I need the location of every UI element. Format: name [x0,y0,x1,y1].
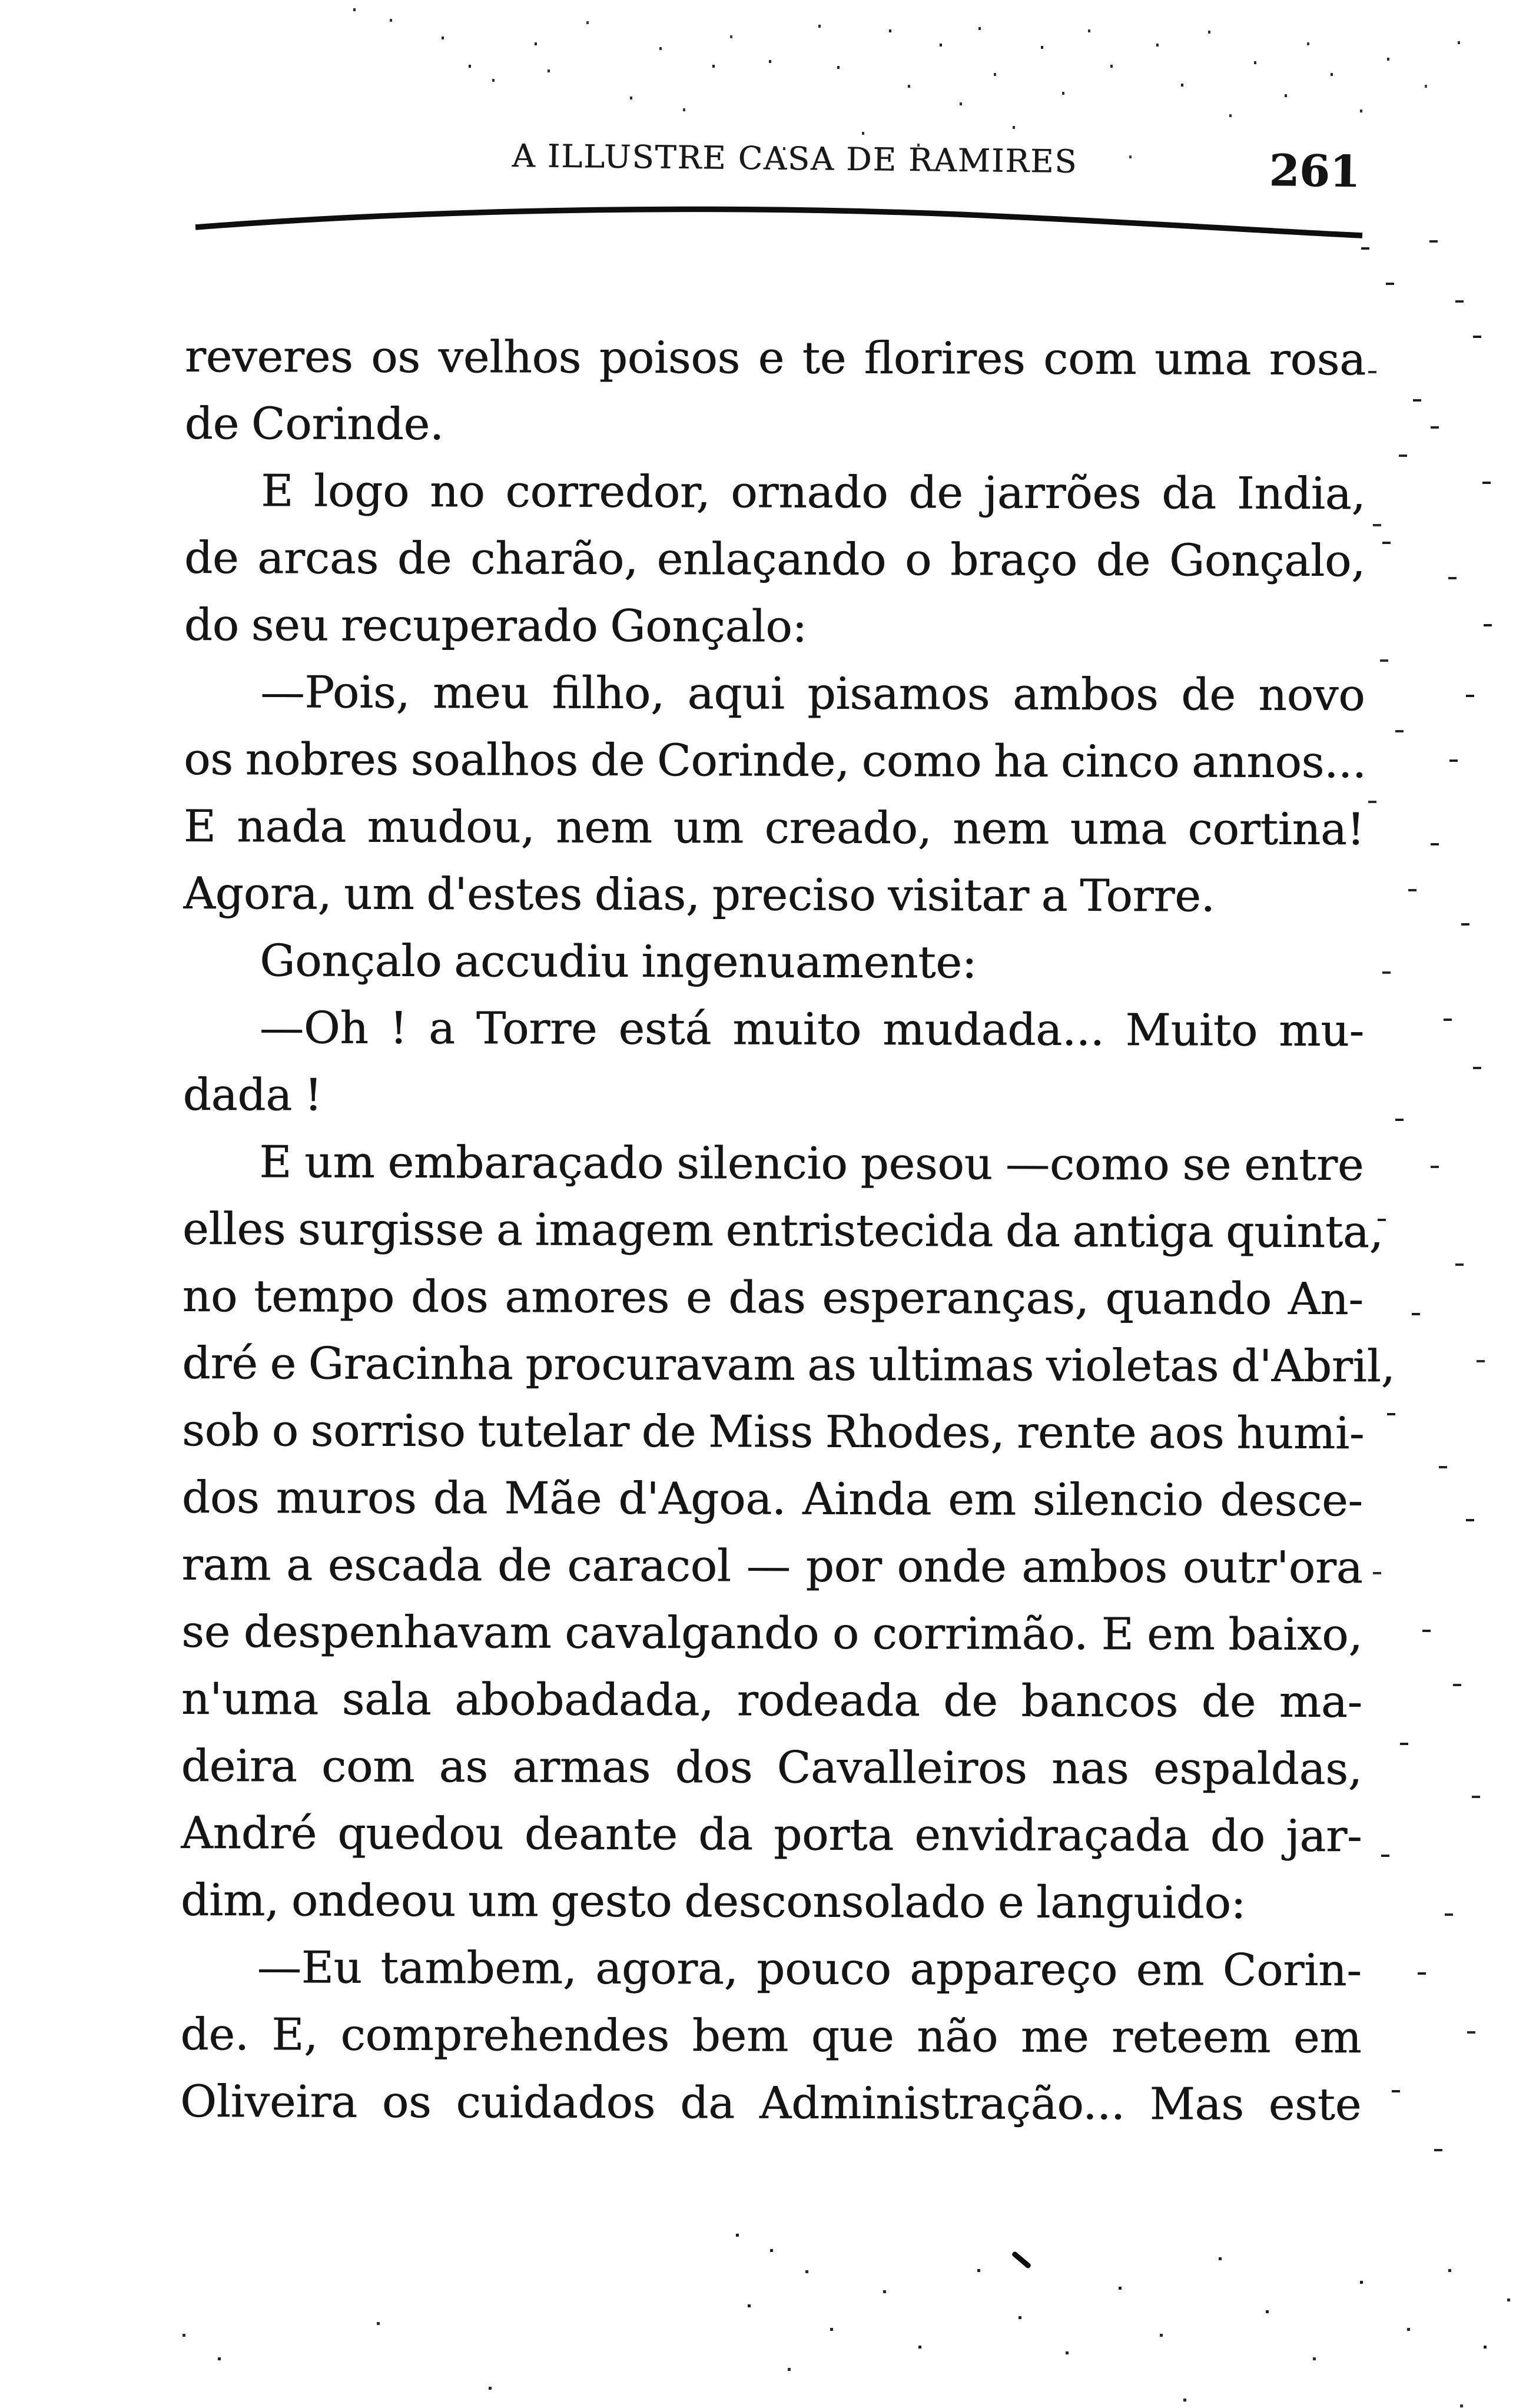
text-line: de arcas de charão, enlaçando o braço de Gonçalo, [184,531,1366,587]
scan-noise-bottom [736,2234,739,2237]
scan-noise-top [353,8,356,11]
text-line: de Corinde. [184,397,444,450]
text-line: de. E, comprehendes bem que não me reteem em [180,2008,1362,2064]
text-line: elles surgisse a imagem entristecida da antiga quinta, [182,1202,1384,1258]
scan-noise-squiggle [1011,2251,1032,2269]
text-line: André quedou deante da porta envidraçada do jar- [181,1806,1362,1862]
text-line: do seu recuperado Gonçalo: [184,598,807,652]
text-line: dos muros da Mãe d'Agoa. Ainda em silencio desce- [181,1471,1363,1527]
text-line: —Eu tambem, agora, pouco appareço em Corin- [257,1941,1362,1996]
running-header-title: A ILLUSTRE CASA DE RAMIRES [512,137,1078,181]
text-line: no tempo dos amores e das esperanças, quando An- [182,1269,1364,1325]
text-line: —Pois, meu filho, aqui pisamos ambos de novo [260,666,1365,721]
text-line: n'uma sala abobadada, rodeada de bancos de ma- [181,1672,1362,1728]
text-line: E nada mudou, nem um creado, nem uma cortina! [183,800,1365,855]
text-line: se despenhavam cavalgando o corrimão. E em baixo, [181,1605,1363,1661]
text-line: E logo no corredor, ornado de jarrões da India, [261,465,1366,520]
text-line: —Oh ! a Torre está muito mudada... Muito mu- [259,1001,1364,1057]
text-line: os nobres soalhos de Corinde, como ha cinco annos... [183,732,1366,788]
header-rule-line [195,209,1362,236]
text-line: dré e Gracinha procuravam as ultimas violetas d'Abril, [182,1336,1395,1392]
text-line: E um embaraçado silencio pesou —como se entre [259,1136,1364,1191]
text-line: Agora, um d'estes dias, preciso visitar a Torre. [183,867,1215,922]
text-line: dim, ondeou um gesto desconsolado e languido: [180,1873,1246,1929]
text-line: ram a escada de caracol — por onde ambos outr'ora [181,1538,1363,1594]
text-block [180,323,1395,2138]
text-line: sob o sorriso tutelar de Miss Rhodes, rente aos humi- [181,1404,1365,1460]
text-line: dada ! [183,1068,323,1121]
text-line: deira com as armas dos Cavalleiros nas espaldas, [181,1739,1362,1795]
text-line: Gonçalo accudiu ingenuamente: [260,934,977,989]
page-number: 261 [1268,145,1361,198]
text-line: reveres os velhos poisos e te florires com uma rosa [184,330,1366,386]
header-rule [192,200,1367,253]
text-line: Oliveira os cuidados da Administração... Mas este [180,2075,1362,2131]
